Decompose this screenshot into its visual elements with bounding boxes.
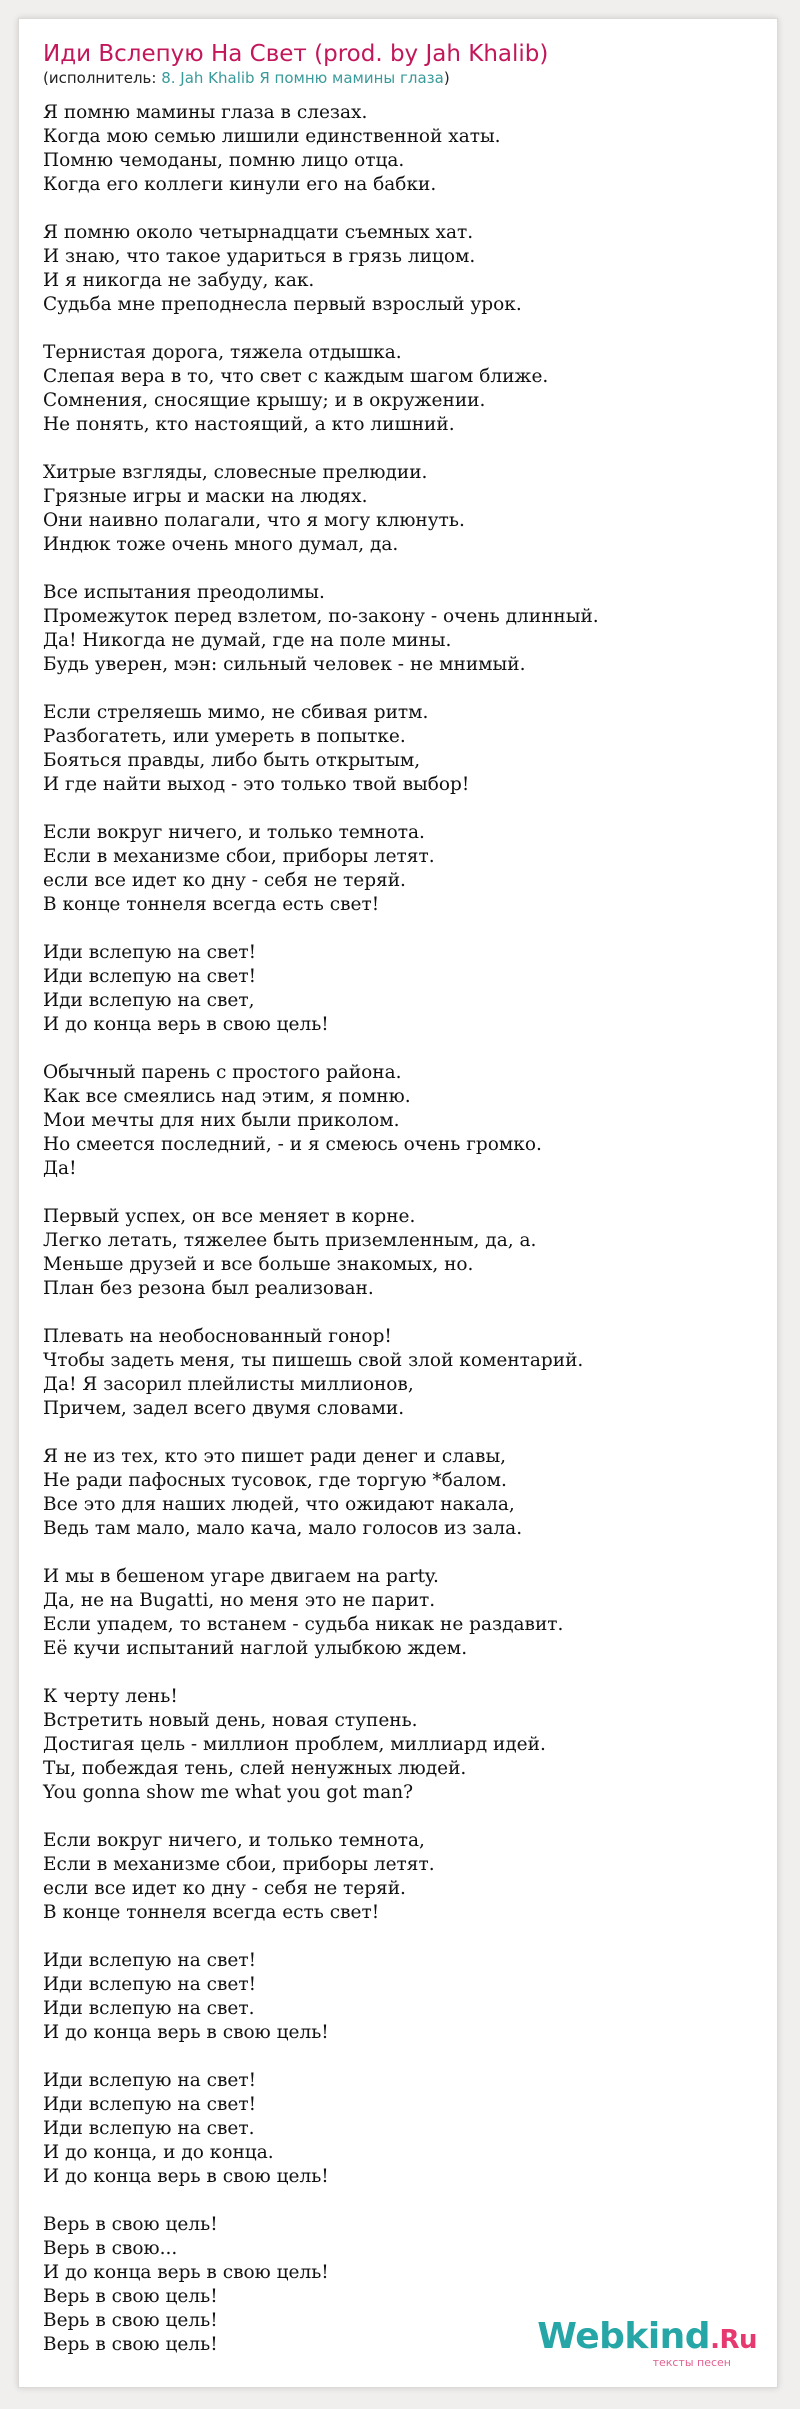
lyrics-text: Я помню мамины глаза в слезах. Когда мою семью лишили единственной хаты. Помню чемоданы, помню лицо отца. Когда его коллеги кинули его на бабки. Я помню около четырнадцати съемных хат. И знаю, что такое удариться в грязь лицом. И я никогда не забуду, как. Судьба мне преподнесла первый взрослый урок. Тернистая дорога, тяжела отдышка. Слепая вера в то, что свет с каждым шагом ближе. Сомнения, сносящие крышу; и в окружении. Не понять, кто настоящий, а кто лишний. Хитрые взгляды, словесные прелюдии. Грязные игры и маски на людях. Они наивно полагали, что я могу клюнуть. Индюк тоже очень много думал, да. Все испытания преодолимы. Промежуток перед взлетом, по-закону - очень длинный. Да! Никогда не думай, где на поле мины. Будь уверен, мэн: сильный человек - не мнимый. Если стреляешь мимо, не сбивая ритм. Разбогатеть, или умереть в попытке. Бояться правды, либо быть открытым, И где найти выход - это только твой выбор! Если вокруг ничего, и только темнота. Если в механизме сбои, приборы летят. если все идет ко дну - себя не теряй. В конце тоннеля всегда есть свет! Иди вслепую на свет! Иди вслепую на свет! Иди вслепую на свет, И до конца верь в свою цель! Обычный парень с простого района. Как все смеялись над этим, я помню. Мои мечты для них были приколом. Но смеется последний, - и я смеюсь очень громко. Да! Первый успех, он все меняет в корне. Легко летать, тяжелее быть приземленным, да, а. Меньше друзей и все больше знакомых, но. План без резона был реализован. Плевать на необоснованный гонор! Чтобы задеть меня, ты пишешь свой злой коментарий. Да! Я засорил плейлисты миллионов, Причем, задел всего двумя словами. Я не из тех, кто это пишет ради денег и славы, Не ради пафосных тусовок, где торгую *балом. Все это для наших людей, что ожидают накала, Ведь там мало, мало кача, мало голосов из зала. И мы в бешеном угаре двигаем на party. Да, не на Bugatti, но меня это не парит. Если упадем, то встанем - судьба никак не раздавит. Её кучи испытаний наглой улыбкою ждем. К черту лень! Встретить новый день, новая ступень. Достигая цель - миллион проблем, миллиард идей. Ты, побеждая тень, слей ненужных людей. You gonna show me what you got man? Если вокруг ничего, и только темнота, Если в механизме сбои, приборы летят. если все идет ко дну - себя не теряй. В конце тоннеля всегда есть свет! Иди вслепую на свет! Иди вслепую на свет! Иди вслепую на свет. И до конца верь в свою цель! Иди вслепую на свет! Иди вслепую на свет! Иди вслепую на свет. И до конца, и до конца. И до конца верь в свою цель! Верь в свою цель! Верь в свою... И до конца верь в свою цель! Верь в свою цель! Верь в свою цель! Верь в свою цель! — [43, 102, 599, 2355]
artist-line — [43, 69, 450, 87]
song-title: Иди Вслепую На Свет (prod. by Jah Khalib) — [43, 41, 549, 67]
artist-prefix: (исполнитель: — [43, 69, 162, 87]
logo-tagline: тексты песен — [652, 2356, 731, 2369]
site-logo[interactable] — [537, 2316, 757, 2369]
lyrics-card — [18, 18, 778, 2388]
artist-suffix: ) — [443, 69, 450, 87]
artist-link[interactable]: 8. Jah Khalib Я помню мамины глаза — [161, 69, 444, 87]
logo-web-text: Webkind — [537, 2316, 711, 2357]
logo-ru-text: .Ru — [710, 2325, 757, 2355]
